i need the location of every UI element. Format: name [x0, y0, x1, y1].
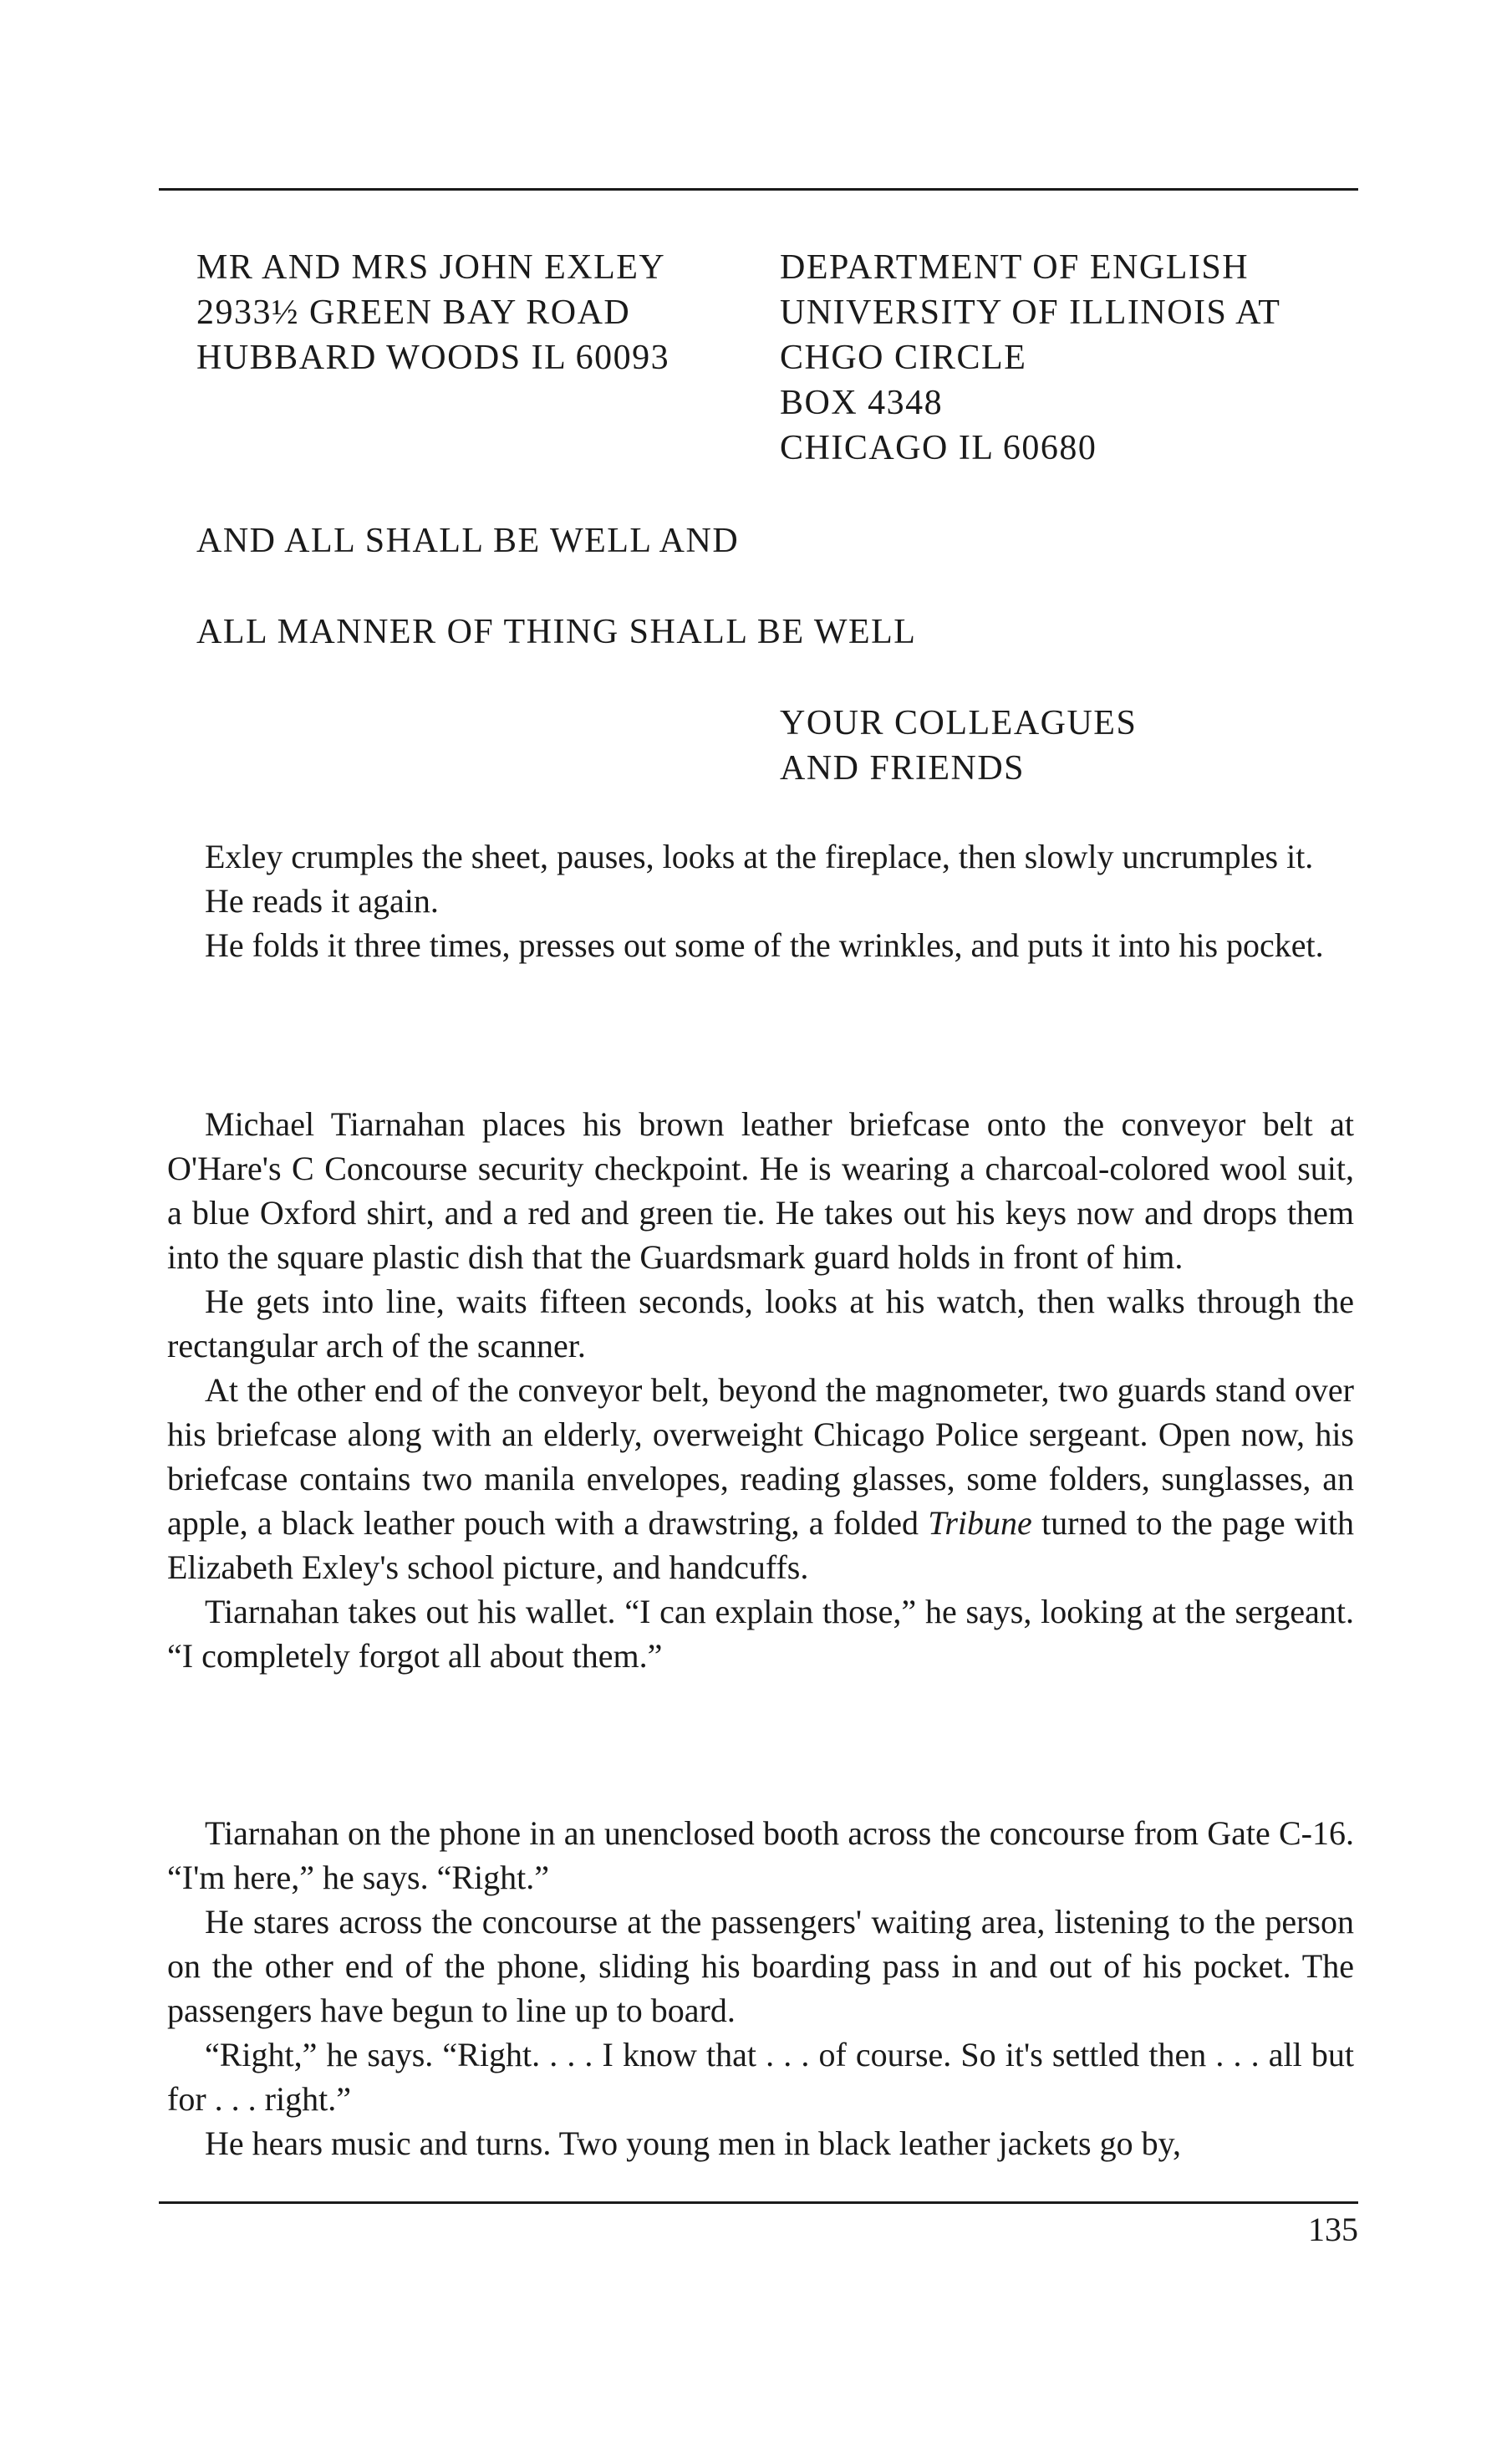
text-run: At the other end of the conveyor belt, beyond the magnometer, two guards stand over his briefcase along with an elderly, overweight Chicago Police sergeant. Open now, his briefcase contains two manila envelopes, reading glasses, some folders, sunglasses, an apple, a black leather pouch with a drawstring, a folded [167, 1371, 1354, 1542]
paragraph: “Right,” he says. “Right. . . . I know that . . . of course. So it's settled then . . . all but for . . . right.” [167, 2036, 1354, 2118]
telegram-message-line: AND ALL SHALL BE WELL AND [196, 522, 740, 560]
paragraph: He gets into line, waits fifteen seconds, looks at his watch, then walks through the rectangular arch of the scanner. [167, 1283, 1354, 1364]
address-line: CHICAGO IL 60680 [780, 429, 1097, 467]
page-number: 135 [1308, 2211, 1358, 2248]
paragraph: He stares across the concourse at the passengers' waiting area, listening to the person on the other end of the phone, sliding his boarding pass in and out of his pocket. The passengers have begun to line up to board. [167, 1903, 1354, 2029]
address-line: CHGO CIRCLE [780, 339, 1027, 377]
address-line: 2933½ GREEN BAY ROAD [196, 293, 631, 332]
paragraph: Michael Tiarnahan places his brown leather briefcase onto the conveyor belt at O'Hare's C Concourse security checkpoint. He is wearing a charcoal-colored wool suit, a blue Oxford shirt, and a red and green tie. He takes out his keys now and drops them into the square plastic dish that the Guardsmark guard holds in front of him. [167, 1105, 1354, 1276]
telegram-address-sender [780, 245, 1280, 471]
address-line: DEPARTMENT OF ENGLISH [780, 248, 1250, 287]
bottom-rule [159, 2201, 1358, 2204]
prose-section-phone [167, 1811, 1354, 2165]
text-run: turned to the page with Elizabeth Exley's school picture, and handcuffs. [167, 1504, 1354, 1586]
paragraph: Exley crumples the sheet, pauses, looks at the fireplace, then slowly uncrumples it. [205, 838, 1314, 875]
prose-section-checkpoint [167, 1102, 1354, 1678]
top-rule [159, 188, 1358, 191]
telegram-address-recipient [196, 245, 669, 380]
signature-line: YOUR COLLEAGUES [780, 704, 1138, 742]
address-line: BOX 4348 [780, 384, 944, 422]
address-line: UNIVERSITY OF ILLINOIS AT [780, 293, 1281, 332]
paragraph: Tiarnahan on the phone in an unenclosed booth across the concourse from Gate C-16. “I'm here,” he says. “Right.” [167, 1814, 1354, 1896]
paragraph [167, 1368, 1354, 1589]
newspaper-title: Tribune [928, 1504, 1032, 1542]
telegram-signature [780, 701, 1137, 791]
paragraph: Tiarnahan takes out his wallet. “I can explain those,” he says, looking at the sergeant. “I completely forgot all about them.” [167, 1593, 1354, 1675]
paragraph: He hears music and turns. Two young men in black leather jackets go by, [205, 2124, 1182, 2162]
paragraph: He reads it again. [205, 882, 439, 920]
address-line: MR AND MRS JOHN EXLEY [196, 248, 666, 287]
prose-section-exley [167, 834, 1354, 967]
telegram-message-line: ALL MANNER OF THING SHALL BE WELL [196, 613, 917, 651]
paragraph: He folds it three times, presses out some of the wrinkles, and puts it into his pocket. [205, 926, 1324, 964]
address-line: HUBBARD WOODS IL 60093 [196, 339, 670, 377]
signature-line: AND FRIENDS [780, 749, 1026, 788]
